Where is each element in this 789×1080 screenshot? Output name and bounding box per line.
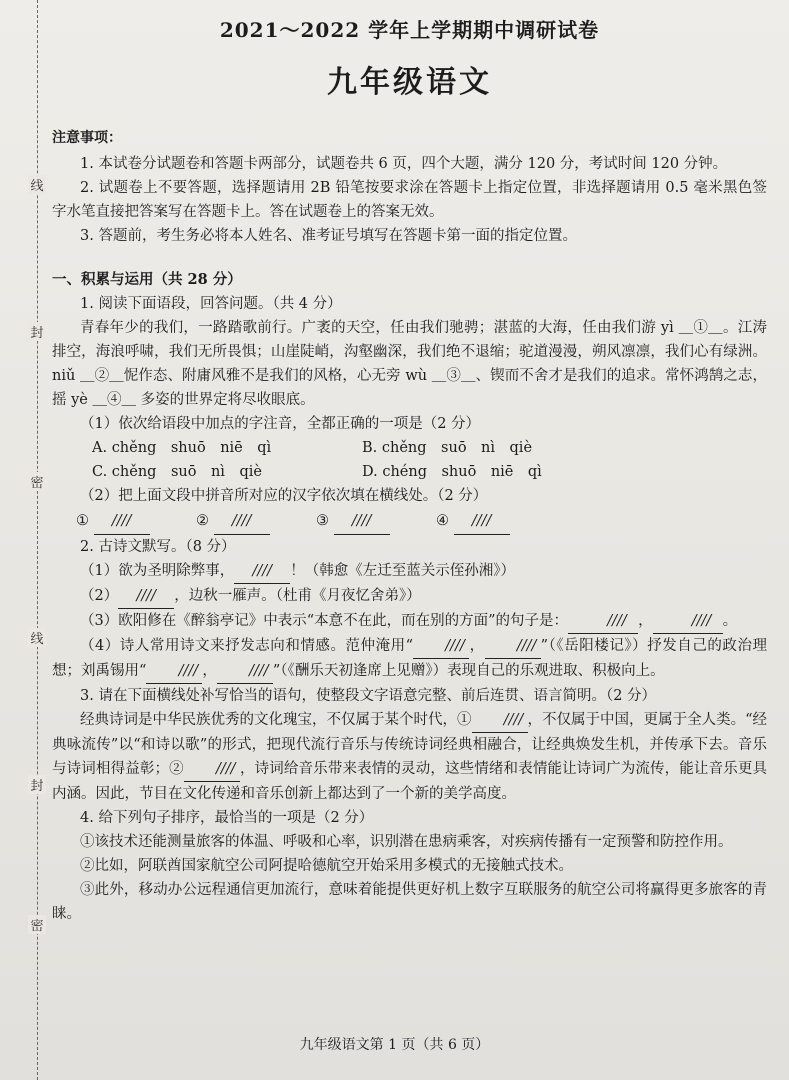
answer-blank[interactable]: //// [485, 634, 541, 659]
question-prompt: （2）把上面文段中拼音所对应的汉字依次填在横线处。（2 分） [80, 488, 488, 504]
option-d[interactable]: D. chéng shuō niē qì [362, 464, 542, 480]
answer-blank[interactable]: //// [454, 508, 510, 535]
answer-blank[interactable]: //// [653, 609, 723, 634]
option-row [52, 460, 767, 484]
binding-mark: 封 [28, 775, 46, 794]
option-row [52, 436, 767, 460]
answer-blank[interactable]: //// [234, 559, 290, 584]
poem-line: （4）诗人常用诗文来抒发志向和情感。范仲淹用“ //// ， //// ”（《岳阳楼记》）抒发自己的政治理想；刘禹锡用“ //// ， //// ”（《酬乐天初逢席上见赠》）表现自己的乐观进取、积极向上。 [52, 634, 767, 684]
option-b[interactable]: B. chěng suō nì qiè [362, 440, 533, 456]
sentence-item: ①该技术还能测量旅客的体温、呼吸和心率，识别潜在患病乘客，对疾病传播有一定预警和防控作用。 [80, 834, 733, 850]
question-prompt: 4. 给下列句子排序，最恰当的一项是（2 分） [80, 810, 374, 826]
question-prompt: 2. 古诗文默写。（8 分） [80, 539, 236, 555]
answer-blank[interactable]: //// [94, 508, 150, 535]
binding-mark: 密 [28, 915, 46, 934]
exam-title: 2021～2022 学年上学期期中调研试卷 [219, 18, 600, 42]
notice-item: 2. 试题卷上不要答题，选择题请用 2B 铅笔按要求涂在答题卡上指定位置，非选择题请用 0.5 毫米黑色签字水笔直接把答案写在答题卡上。答在试题卷上的答案无效。 [52, 180, 767, 220]
reading-passage: 青春年少的我们，一路踏歌前行。广袤的天空，任由我们驰骋；湛蓝的大海，任由我们游 yì ＿①＿。江涛排空，海浪呼啸，我们无所畏惧；山崖陡峭，沟壑幽深，我们绝不退缩；驼道漫漫，朔风凛凛，我们心有绿洲。niǔ ＿②＿怩作态、附庸风雅不是我们的风格，心无旁 wù ＿③＿、锲而不舍才是我们的追求。常怀鸿鹄之志，摇 yè ＿④＿ 多姿的世界定将尽收眼底。 [52, 320, 767, 408]
question-prompt: 3. 请在下面横线处补写恰当的语句，使整段文字语意完整、前后连贯、语言简明。（2 分） [80, 688, 657, 704]
binding-mark: 封 [28, 322, 46, 341]
question-prompt: （1）依次给语段中加点的字注音，全都正确的一项是（2 分） [80, 416, 481, 432]
answer-blank[interactable]: //// [472, 708, 528, 733]
option-c[interactable]: C. chěng suō nì qiè [92, 464, 262, 480]
binding-mark: 线 [28, 175, 46, 194]
poem-line: （3）欧阳修在《醉翁亭记》中表示“本意不在此，而在别的方面”的句子是： //// ， //// 。 [52, 609, 767, 634]
question-prompt: 1. 阅读下面语段，回答问题。（共 4 分） [80, 296, 342, 312]
option-a[interactable]: A. chěng shuō niē qì [92, 440, 272, 456]
answer-blank[interactable]: //// [334, 508, 390, 535]
q3-passage: 经典诗词是中华民族优秀的文化瑰宝，不仅属于某个时代，① //// ，不仅属于中国，更属于全人类。“经典咏流传”以“和诗以歌”的形式，把现代流行音乐与传统诗词经典相融合，让经典焕发生机，并传承下去。音乐与诗词相得益彰；② //// ，诗词给音乐带来表情的灵动，这些情绪和表情能让诗词广为流传，能让音乐更具内涵。因此，节目在文化传递和音乐创新上都达到了一个新的美学高度。 [52, 708, 767, 806]
answer-blank[interactable]: //// [184, 757, 240, 782]
page-footer: 九年级语文第 1 页（共 6 页） [299, 1037, 490, 1053]
sentence-item: ②比如，阿联酋国家航空公司阿提哈德航空开始采用多模式的无接触式技术。 [80, 858, 573, 874]
fill-number: ① [76, 513, 89, 529]
answer-blank[interactable]: //// [568, 609, 638, 634]
fill-number: ② [196, 513, 209, 529]
notice-item: 1. 本试卷分试题卷和答题卡两部分，试题卷共 6 页，四个大题，满分 120 分，考试时间 120 分钟。 [80, 156, 728, 172]
answer-blank[interactable]: //// [217, 659, 273, 684]
answer-blank[interactable]: //// [118, 584, 174, 609]
answer-blank[interactable]: //// [413, 634, 469, 659]
fill-blank-row [52, 508, 767, 535]
poem-line: （2） //// ，边秋一雁声。（杜甫《月夜忆舍弟》） [52, 584, 767, 609]
binding-mark: 线 [28, 628, 46, 647]
fill-number: ③ [316, 513, 329, 529]
subject-title: 九年级语文 [327, 65, 492, 100]
notice-item: 3. 答题前，考生务必将本人姓名、准考证号填写在答题卡第一面的指定位置。 [80, 228, 577, 244]
exam-content [52, 14, 767, 926]
notice-heading: 注意事项： [52, 130, 122, 146]
answer-blank[interactable]: //// [146, 659, 202, 684]
fill-number: ④ [436, 513, 449, 529]
poem-line: （1）欲为圣明除弊事， //// ！（韩愈《左迁至蓝关示侄孙湘》） [52, 559, 767, 584]
answer-blank[interactable]: //// [214, 508, 270, 535]
binding-mark: 密 [28, 472, 46, 491]
section-title: 一、积累与运用（共 28 分） [52, 271, 242, 288]
sentence-item: ③此外，移动办公远程通信更加流行，意味着能提供更好机上数字互联服务的航空公司将赢得更多旅客的青睐。 [52, 882, 767, 922]
